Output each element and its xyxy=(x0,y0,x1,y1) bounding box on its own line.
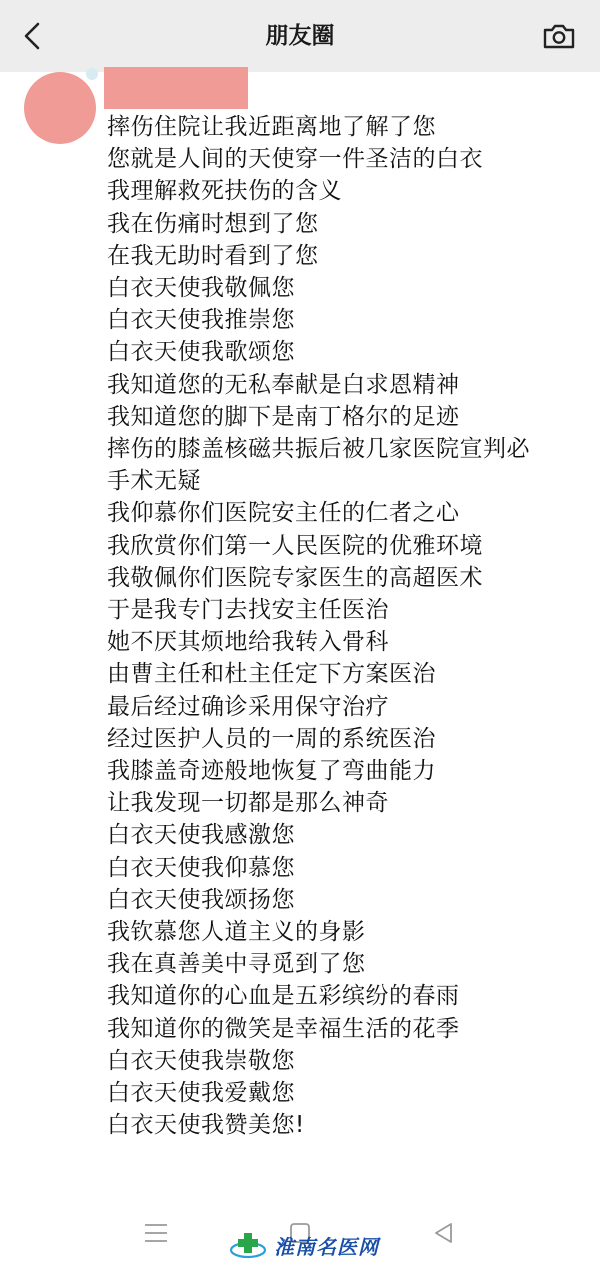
post-line: 白衣天使我歌颂您 xyxy=(107,339,295,366)
back-triangle-icon xyxy=(432,1221,456,1245)
post-line: 手术无疑 xyxy=(107,468,201,495)
post-line: 最后经过确诊采用保守治疗 xyxy=(107,693,389,720)
post-line: 我敬佩你们医院专家医生的高超医术 xyxy=(107,564,483,591)
avatar-badge xyxy=(86,68,98,80)
watermark-text: 淮南名医网 xyxy=(274,1234,379,1259)
post-line: 让我发现一切都是那么神奇 xyxy=(107,790,389,817)
post-line: 我知道您的无私奉献是白求恩精神 xyxy=(107,371,460,398)
medical-cross-logo-icon xyxy=(228,1230,268,1260)
post-line: 白衣天使我仰慕您 xyxy=(107,854,295,881)
post-line: 我钦慕您人道主义的身影 xyxy=(107,919,366,946)
post-line: 白衣天使我崇敬您 xyxy=(107,1047,295,1074)
post-line: 白衣天使我推崇您 xyxy=(107,307,295,334)
post-line: 我知道你的微笑是幸福生活的花季 xyxy=(107,1015,460,1042)
post-line: 我知道您的脚下是南丁格尔的足迹 xyxy=(107,403,460,430)
top-bar xyxy=(0,0,600,72)
post-text xyxy=(107,111,592,1142)
post-line: 我欣赏你们第一人民医院的优雅环境 xyxy=(107,532,483,559)
post-line: 白衣天使我感激您 xyxy=(107,822,295,849)
post-line: 白衣天使我颂扬您 xyxy=(107,886,295,913)
post-line: 我在伤痛时想到了您 xyxy=(107,210,319,237)
post-line: 我膝盖奇迹般地恢复了弯曲能力 xyxy=(107,758,436,785)
back-button[interactable] xyxy=(14,18,50,54)
avatar[interactable] xyxy=(24,72,96,144)
menu-icon xyxy=(143,1222,169,1244)
post-line: 于是我专门去找安主任医治 xyxy=(107,597,389,624)
post-line: 她不厌其烦地给我转入骨科 xyxy=(107,629,389,656)
system-back-button[interactable] xyxy=(424,1216,464,1250)
post-line: 由曹主任和杜主任定下方案医治 xyxy=(107,661,436,688)
post-line: 我在真善美中寻觅到了您 xyxy=(107,951,366,978)
camera-icon xyxy=(542,22,576,50)
post-line: 经过医护人员的一周的系统医治 xyxy=(107,725,436,752)
menu-button[interactable] xyxy=(136,1216,176,1250)
chevron-left-icon xyxy=(21,21,43,51)
post-line: 在我无助时看到了您 xyxy=(107,242,319,269)
username-redacted[interactable] xyxy=(104,67,248,109)
post-line: 摔伤的膝盖核磁共振后被几家医院宣判必 xyxy=(107,436,530,463)
post-line: 白衣天使我赞美您! xyxy=(107,1112,305,1139)
post-line: 我知道你的心血是五彩缤纷的春雨 xyxy=(107,983,460,1010)
watermark xyxy=(228,1228,379,1262)
camera-button[interactable] xyxy=(540,18,578,54)
post-line: 摔伤住院让我近距离地了解了您 xyxy=(107,114,436,140)
post-line: 您就是人间的天使穿一件圣洁的白衣 xyxy=(107,146,483,173)
post-line: 白衣天使我爱戴您 xyxy=(107,1080,295,1107)
post-line: 白衣天使我敬佩您 xyxy=(107,275,295,302)
post-line: 我理解救死扶伤的含义 xyxy=(107,178,342,205)
page-title: 朋友圈 xyxy=(265,23,335,49)
post-line: 我仰慕你们医院安主任的仁者之心 xyxy=(107,500,460,527)
